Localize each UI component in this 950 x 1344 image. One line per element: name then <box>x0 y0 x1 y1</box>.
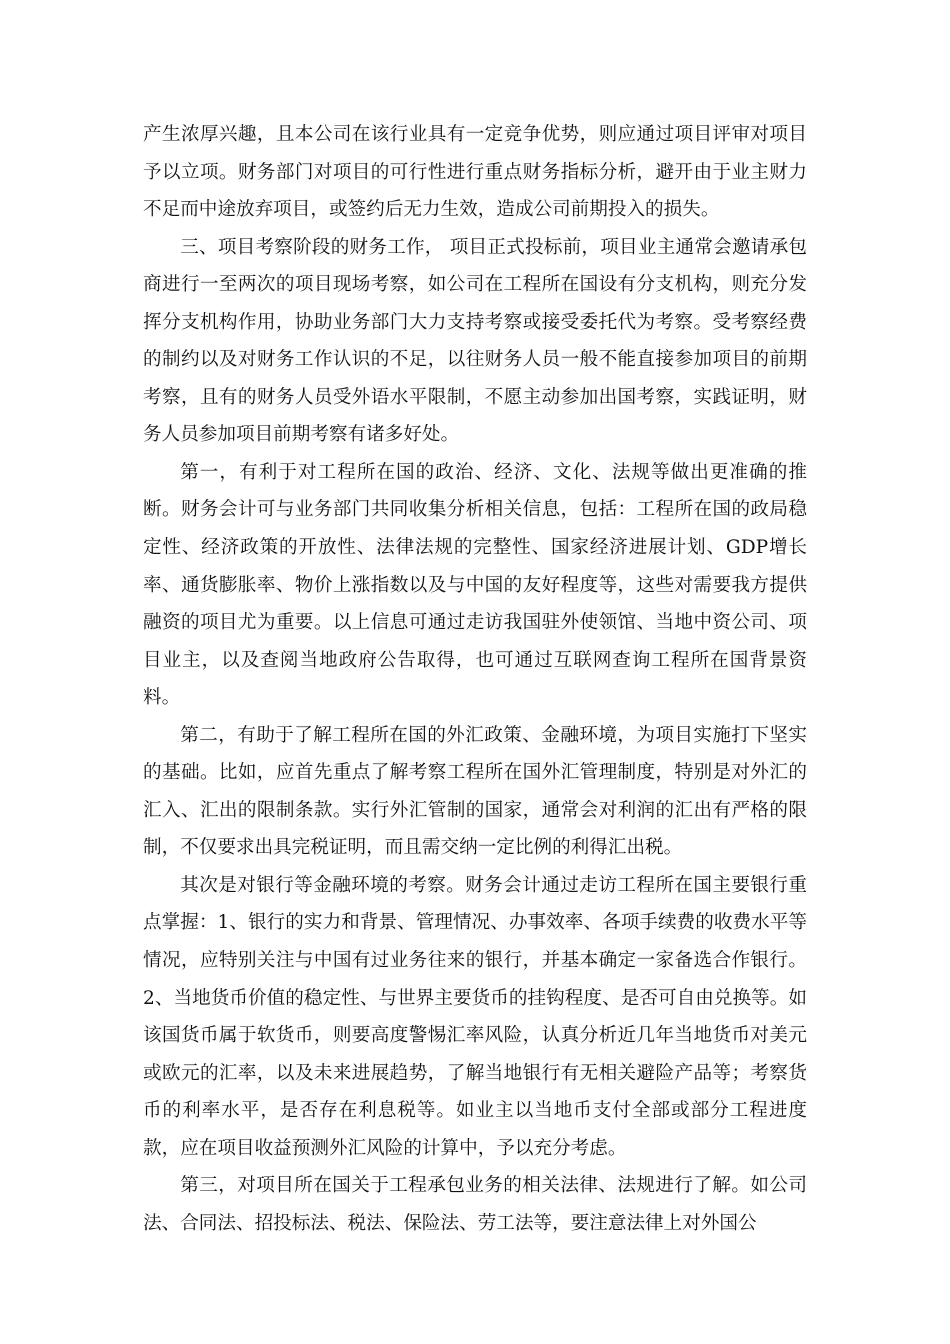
paragraph-banking-environment: 其次是对银行等金融环境的考察。财务会计通过走访工程所在国主要银行重点掌握：1、银行的实力和背景、管理情况、办事效率、各项手续费的收费水平等情况，应特别关注与中国有过业务往来的银行，并基本确定一家备选合作银行。2、当地货币价值的稳定性、与世界主要货币的挂钩程度、是否可自由兑换等。如该国货币属于软货币，则要高度警惕汇率风险，认真分析近几年当地货币对美元或欧元的汇率，以及未来进展趋势，了解当地银行有无相关避险产品等；考察货币的利率水平，是否存在利息税等。如业主以当地币支付全部或部分工程进度款，应在项目收益预测外汇风险的计算中，予以充分考虑。 <box>143 874 807 1159</box>
paragraph-first-point: 第一，有利于对工程所在国的政治、经济、文化、法规等做出更准确的推断。财务会计可与业务部门共同收集分析相关信息，包括：工程所在国的政局稳定性、经济政策的开放性、法律法规的完整性、国家经济进展计划、GDP增长率、通货膨胀率、物价上涨指数以及与中国的友好程度等，这些对需要我方提供融资的项目尤为重要。以上信息可通过走访我国驻外使领馆、当地中资公司、项目业主，以及查阅当地政府公告取得，也可通过互联网查询工程所在国背景资料。 <box>143 461 807 709</box>
paragraph-second-point: 第二，有助于了解工程所在国的外汇政策、金融环境，为项目实施打下坚实的基础。比如，应首先重点了解考察工程所在国外汇管理制度，特别是对外汇的汇入、汇出的限制条款。实行外汇管制的国家，通常会对利润的汇出有严格的限制，不仅要求出具完税证明，而且需交纳一定比例的利得汇出税。 <box>143 724 807 859</box>
paragraph-continuation: 产生浓厚兴趣，且本公司在该行业具有一定竞争优势，则应通过项目评审对项目予以立项。财务部门对项目的可行性进行重点财务指标分析，避开由于业主财力不足而中途放弃项目，或签约后无力生效，造成公司前期投入的损失。 <box>143 124 807 221</box>
paragraph-third-point: 第三，对项目所在国关于工程承包业务的相关法律、法规进行了解。如公司法、合同法、招投标法、税法、保险法、劳工法等，要注意法律上对外国公 <box>143 1175 807 1234</box>
paragraph-section-three: 三、项目考察阶段的财务工作， 项目正式投标前，项目业主通常会邀请承包商进行一至两次的项目现场考察，如公司在工程所在国设有分支机构，则充分发挥分支机构作用，协助业务部门大力支持考察或接受委托代为考察。受考察经费的制约以及对财务工作认识的不足，以往财务人员一般不能直接参加项目的前期考察，且有的财务人员受外语水平限制，不愿主动参加出国考察，实践证明，财务人员参加项目前期考察有诸多好处。 <box>143 236 807 446</box>
document-body <box>143 116 807 1242</box>
